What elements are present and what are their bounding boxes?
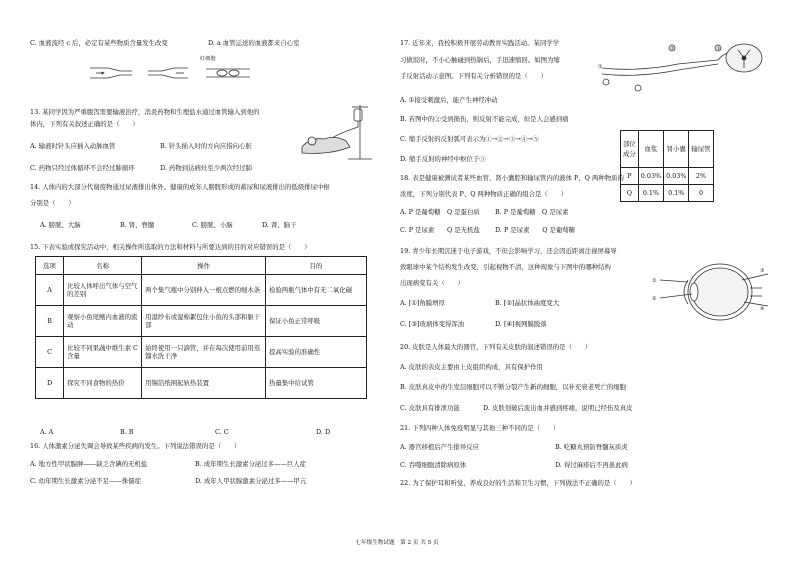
vessel-figures (90, 60, 290, 88)
page-footer: 七年级生物试题 第 2 页 共 5 页 (355, 540, 439, 546)
q20-stem: 20. 皮肤是人体最大的器官，下列有关皮肤的叙述错误的是（ ） (400, 343, 592, 351)
table-cell: 用湿纱布或湿棉絮包住小鱼的头部和躯干部 (142, 306, 266, 337)
q17-stem-line2: 习做饭时，不小心触碰到热锅后，手迅速缩回。如图为缩 (400, 56, 560, 64)
table-cell (621, 131, 639, 168)
q12-option-c: C. 血液流经 c 后，必定有某些物质含量发生改变 (30, 39, 168, 47)
q12-option-d: D. a 血管运送的血液都来自心室 (208, 39, 300, 47)
q14-option-a: A. 膀胱、大脑 (40, 221, 81, 229)
q20-option-b: B. 皮肤真皮中的生发层细胞可以不断分裂产生新的细胞，以补充衰老死亡的细胞 (400, 383, 627, 391)
q19-option-c: C. [③]玻璃体变得浑浊 (400, 320, 465, 328)
svg-text:②: ② (670, 46, 675, 52)
table-cell: 肾小囊 (664, 131, 689, 168)
q18-stem-line2: 浓度，下列分别代表 P、Q 两种物质正确的组合是（ ） (400, 190, 567, 198)
table-cell: 探究不同食物的热价 (64, 368, 142, 399)
table-cell: 0.03% (664, 168, 689, 185)
q18-option-b: B. P 是葡萄糖 Q 是尿素 (495, 208, 569, 216)
table-cell: 保证小鱼正常呼吸 (266, 306, 367, 337)
table-cell: 0.03% (638, 168, 663, 185)
urine-composition-table (620, 130, 714, 202)
table-row (36, 368, 367, 399)
table-cell: 血浆 (638, 131, 663, 168)
table-cell: 部位 (623, 139, 636, 148)
q13-stem-line2: 体内，下列有关叙述正确的是（ ） (30, 120, 139, 128)
table-cell: Q (621, 185, 639, 202)
q21-option-c: C. 吞噬细胞清除病原体 (400, 461, 467, 469)
table-header: 操作 (142, 257, 266, 275)
table-cell: 输尿管 (689, 131, 713, 168)
table-cell: 0.1% (638, 185, 663, 202)
q21-stem: 21. 下列四种人体免疫明显与其他三种不同的是（ ） (400, 424, 560, 432)
svg-text:①: ① (598, 64, 603, 70)
svg-text:②: ② (652, 296, 657, 302)
q19-stem-line3: 出现病变有关（ ） (400, 279, 464, 287)
table-cell: 提高实验的准确性 (266, 337, 367, 368)
q19-stem-line1: 19. 青少年长期沉迷于电子游戏，不但会影响学习，还会因近距离注视屏幕导 (400, 247, 617, 255)
table-row (36, 337, 367, 368)
table-cell: 0.1% (664, 185, 689, 202)
table-cell: D (36, 368, 64, 399)
svg-text:①: ① (652, 278, 657, 284)
table-cell: 两个集气瓶中分别伸入一根点燃的细木条 (142, 275, 266, 306)
table-cell: 始终使用一只滴管，并在每次使用前用蒸馏水洗干净 (142, 337, 266, 368)
table-cell: 观察小鱼尾鳍内血液的流动 (64, 306, 142, 337)
q13-stem-line1: 13. 某同学因为严重腹泻需要输液治疗，消炎药物和生理盐水通过血管输入到他的 (30, 108, 260, 116)
table-cell: 2% (689, 168, 713, 185)
q16-option-d: D. 成年人甲状腺激素分泌过多——甲亢 (195, 477, 307, 485)
q13-option-b: B. 针头插入时的方向应指向心脏 (160, 142, 252, 150)
q16-option-c: C. 幼年期生长激素分泌不足——侏儒症 (30, 477, 141, 485)
table-cell: 热量集中给试管 (266, 368, 367, 399)
q14-option-d: D. 肾、脑干 (262, 221, 297, 229)
q20-option-a: A. 皮肤的表皮主要由上皮组织构成，具有保护作用 (400, 363, 543, 371)
table-row (36, 306, 367, 337)
q17-option-b: B. 若图中的②受到损伤，则反射不能完成，但是人会感到痛 (400, 115, 569, 123)
q17-stem-line3: 手反射活动示意图。下列有关分析错误的是（ ） (400, 72, 547, 80)
q22-stem: 22. 为了保护耳和听觉，养成良好的生活和卫生习惯，下列做法不正确的是（ ） (400, 479, 636, 487)
q14-stem-line1: 14. 人体内的大部分代谢废物通过尿液排出体外。健康的成年人膀胱形成的蓄尿和尿液排出的低级排尿中枢 (30, 183, 330, 191)
q18-stem-line1: 18. 表是健康被测试者某些血管、肾小囊腔和输尿管内的液体 P、Q 两种物质的 (400, 174, 624, 182)
q21-option-a: A. 器官移植后产生排异反应 (400, 443, 479, 451)
q13-option-c: C. 药物只经过体循环不会经过肺循环 (30, 164, 135, 172)
q19-option-d: D. [④]视网膜脱落 (495, 320, 547, 328)
table-cell: P (621, 168, 639, 185)
table-row (621, 185, 714, 202)
table-header: 名称 (64, 257, 142, 275)
table-header: 目的 (266, 257, 367, 275)
table-row (36, 275, 367, 306)
q14-option-b: B. 肾、脊髓 (120, 221, 155, 229)
q19-stem-line2: 致眼球中某个结构发生改变，引起视物不清，这种现象与下图中的哪种结构 (400, 263, 611, 271)
q17-stem-line1: 17. 近年来，我校积极开展劳动教育实践活动。某同学学 (400, 39, 560, 47)
q13-option-a: A. 输液时针头应插入动脉血管 (30, 142, 116, 150)
q16-option-a: A. 地方性甲状腺肿——缺乏含碘的无机盐 (30, 460, 148, 468)
q19-option-a: A. [①]角膜增厚 (400, 299, 445, 307)
q16-stem: 16. 人体激素分泌失调会导致某些疾病的发生。下列说法错误的是（ ） (30, 442, 241, 450)
reflex-arc-illustration (598, 38, 773, 94)
q18-option-c: C. P 是尿素 Q 是无机盐 (400, 226, 480, 234)
table-cell: 0 (689, 185, 713, 202)
q15-option-b: B. B (120, 428, 134, 436)
q21-option-d: D. 得过麻疹后不再患此病 (555, 461, 628, 469)
q21-option-b: B. 吃糖丸预防脊髓灰质炎 (555, 443, 628, 451)
q19-option-b: B. [②]晶状体曲度变大 (495, 299, 560, 307)
q15-stem: 15. 下表实验或探究活动中，相关操作所选取的方法和材料与所要达到的目的对应错误的是（ ） (30, 243, 311, 251)
iv-infusion-illustration (300, 103, 380, 163)
experiment-table (35, 256, 367, 399)
q17-option-a: A. ①接受刺激后，能产生神经冲动 (400, 96, 498, 104)
q20-option-d: D. 皮肤划破后流出血并感到疼痛，说明已经伤及真皮 (483, 404, 633, 412)
q15-option-c: C. C (215, 428, 229, 436)
table-header: 选项 (36, 257, 64, 275)
svg-text:③: ③ (716, 46, 721, 52)
q15-option-d: D. D (316, 428, 331, 436)
table-cell: 比较不同果蔬中维生素 C 含量 (64, 337, 142, 368)
vessel-b-figure (148, 68, 188, 78)
q17-option-d: D. 缩手反射的神经中枢位于③ (400, 155, 486, 163)
table-cell: C (36, 337, 64, 368)
red-blood-cell-label: 红细胞 (200, 56, 216, 62)
q18-option-d: D. P 是尿素 Q 是葡萄糖 (495, 226, 576, 234)
table-cell: 检验两瓶气体中有无二氧化碳 (266, 275, 367, 306)
q17-option-c: C. 缩手反射的反射弧可表示为①→②→③→④→⑤ (400, 135, 539, 143)
table-cell: B (36, 306, 64, 337)
q18-option-a: A. P 是葡萄糖 Q 是蛋白质 (400, 208, 480, 216)
table-cell: 用锡箔纸围起轨热装置 (142, 368, 266, 399)
table-cell: 比较人体呼出气体与空气的差别 (64, 275, 142, 306)
q15-option-a: A. A (40, 428, 54, 436)
q14-stem-line2: 分别是（ ） (30, 199, 75, 207)
table-cell: A (36, 275, 64, 306)
q16-option-b: B. 成年期生长激素分泌过多——巨人症 (195, 460, 307, 468)
svg-text:③: ③ (760, 268, 765, 274)
table-cell: 成分 (623, 150, 636, 158)
eyeball-illustration (650, 258, 770, 328)
table-row (621, 168, 714, 185)
q14-option-c: C. 膀胱、小脑 (192, 221, 233, 229)
svg-text:④: ④ (760, 306, 765, 312)
vessel-a-figure (90, 68, 132, 78)
q13-option-d: D. 药物到达病灶至少两次经过肺 (160, 164, 253, 172)
vessel-c-figure (206, 69, 250, 77)
q20-option-c: C. 皮肤具有排泄功能 (400, 404, 460, 412)
